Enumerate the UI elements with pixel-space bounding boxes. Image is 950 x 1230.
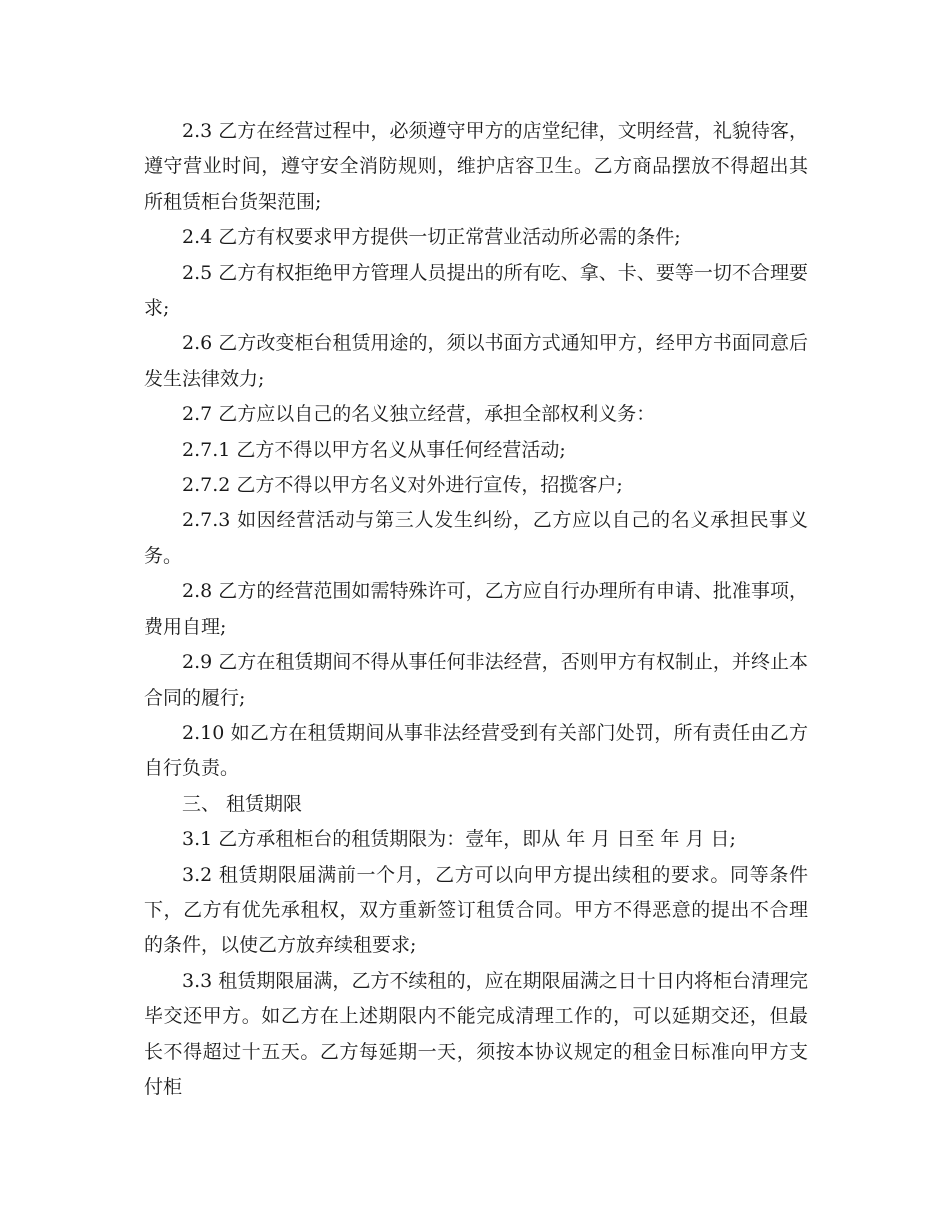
paragraph-2-7-1: 2.7.1 乙方不得以甲方名义从事任何经营活动; [182,438,566,461]
paragraph-2-9: 2.9 乙方在租赁期间不得从事任何非法经营，否则甲方有权制止，并终止本合同的履行; [144,651,808,709]
paragraph-3-2: 3.2 租赁期限届满前一个月，乙方可以向甲方提出续租的要求。同等条件下，乙方有优先承租权，双方重新签订租赁合同。甲方不得恶意的提出不合理的条件，以使乙方放弃续租要求; [144,863,808,957]
paragraph-2-10: 2.10 如乙方在租赁期间从事非法经营受到有关部门处罚，所有责任由乙方自行负责。 [144,721,808,780]
paragraph-3-1: 3.1 乙方承租柜台的租赁期限为：壹年，即从 年 月 日至 年 月 日; [182,828,736,851]
paragraph-2-4: 2.4 乙方有权要求甲方提供一切正常营业活动所必需的条件; [182,226,681,249]
paragraph-3-3: 3.3 租赁期限届满，乙方不续租的，应在期限届满之日十日内将柜台清理完毕交还甲方。如乙方在上述期限内不能完成清理工作的，可以延期交还，但最长不得超过十五天。乙方每延期一天，须按本协议规定的租金日标准向甲方支付柜 [144,969,808,1098]
paragraph-2-3: 2.3 乙方在经营过程中，必须遵守甲方的店堂纪律，文明经营，礼貌待客，遵守营业时间，遵守安全消防规则，维护店容卫生。乙方商品摆放不得超出其所租赁柜台货架范围; [144,120,808,213]
section-heading-3: 三、 租赁期限 [182,792,303,815]
paragraph-2-7: 2.7 乙方应以自己的名义独立经营，承担全部权利义务： [182,403,656,426]
paragraph-2-5: 2.5 乙方有权拒绝甲方管理人员提出的所有吃、拿、卡、要等一切不合理要求; [144,261,808,320]
paragraph-2-8: 2.8 乙方的经营范围如需特殊许可，乙方应自行办理所有申请、批准事项，费用自理; [144,580,808,638]
document-body [144,114,808,1105]
paragraph-2-7-2: 2.7.2 乙方不得以甲方名义对外进行宣传，招揽客户; [182,474,623,497]
paragraph-2-7-3: 2.7.3 如因经营活动与第三人发生纠纷，乙方应以自己的名义承担民事义务。 [144,509,808,567]
paragraph-2-6: 2.6 乙方改变柜台租赁用途的，须以书面方式通知甲方，经甲方书面同意后发生法律效力; [144,332,808,390]
